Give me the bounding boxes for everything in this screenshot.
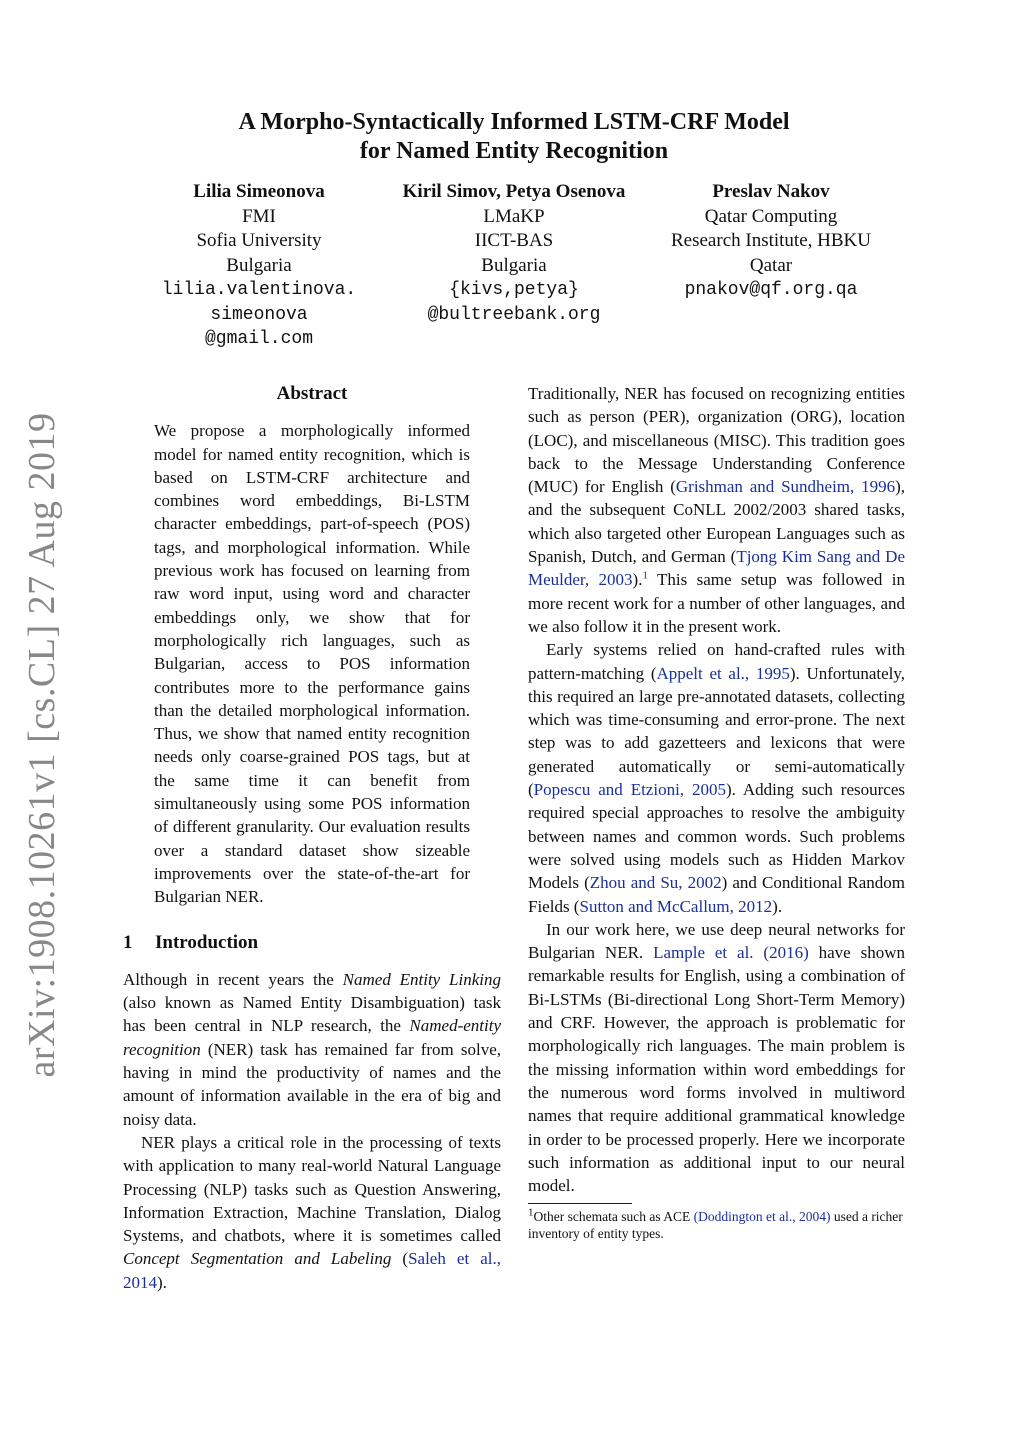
paper-title: [150, 108, 878, 166]
citation-link[interactable]: Lample et al. (2016): [653, 943, 809, 963]
footnote-1: $^1$Other schemata such as ACE (Doddington et al., 2004) used a richer inventory of entity types.: [528, 1206, 903, 1242]
citation-link[interactable]: Appelt et al., 1995: [656, 663, 790, 683]
citation-link[interactable]: Zhou and Su, 2002: [589, 873, 722, 893]
affiliation-line: Bulgaria: [481, 254, 547, 276]
title-line-1: A Morpho-Syntactically Informed LSTM-CRF Model: [238, 109, 790, 135]
footnote-divider: [528, 1203, 632, 1204]
email-line: @gmail.com: [204, 329, 314, 349]
section-number: 1: [123, 931, 133, 953]
section-title: Introduction: [155, 931, 259, 953]
affiliation-line: Sofia University: [196, 230, 322, 251]
left-column: [123, 382, 501, 1294]
abstract-text: We propose a morphologically informed model for named entity recognition, which is based on LSTM-CRF architecture and combines word embeddings, Bi-LSTM character embeddings, part-of-speech (POS) tags, and morphological information. While previous work has focused on learning from raw word input, using word and character embeddings only, we show that for morphologically rich languages, such as Bulgarian, access to POS information contributes more to the performance gains than the detailed morphological information. Thus, we show that named entity recognition needs only coarse-grained POS tags, but at the same time it can benefit from simultaneously using some POS information of different granularity. Our evaluation results over a standard dataset show sizeable improvements over the state-of-the-art for Bulgarian NER.: [154, 421, 470, 907]
affiliation-line: LMaKP: [483, 205, 545, 227]
affiliation-line: IICT-BAS: [474, 230, 554, 251]
citation-link[interactable]: (Doddington et al., 2004): [693, 1209, 831, 1225]
author-name: Lilia Simeonova: [193, 181, 325, 202]
term-named-entity-linking: Named Entity Linking: [342, 969, 501, 989]
term-concept-segmentation: Concept Segmentation and Labeling: [123, 1249, 392, 1269]
email-line: {kivs,petya}: [449, 280, 579, 300]
citation-link[interactable]: Popescu and Etzioni, 2005: [533, 780, 726, 800]
title-line-2: for Named Entity Recognition: [359, 138, 669, 164]
author-name: Preslav Nakov: [712, 181, 830, 202]
footnote-marker[interactable]: 1: [642, 569, 648, 582]
citation-link[interactable]: Tjong Kim Sang and De Meulder, 2003: [528, 547, 906, 590]
intro-paragraph-2: NER plays a critical role in the processing of texts with application to many real-world Natural Language Processing (NLP) tasks such as Question Answering, Information Extraction, Machine Translation, Dialog Systems, and chatbots, where it is sometimes called Concept Segmentation and Labeling (Saleh et al., 2014).: [123, 1132, 501, 1292]
email-line: pnakov@qf.org.qa: [684, 280, 858, 300]
affiliation-line: Bulgaria: [226, 254, 292, 276]
term-ner: Named-entity recognition: [123, 1016, 501, 1059]
citation-link[interactable]: Saleh et al., 2014: [123, 1249, 501, 1292]
author-3: [654, 180, 888, 303]
citation-link[interactable]: Grishman and Sundheim, 1996: [675, 477, 896, 497]
right-column: [528, 382, 905, 1242]
right-paragraph-3: In our work here, we use deep neural networks for Bulgarian NER. Lample et al. (2016) have shown remarkable results for English, using a combination of Bi-LSTMs (Bi-directional Long Short-Term Memory) and CRF. However, the approach is problematic for morphologically rich languages. The main problem is the missing information within word embeddings for the numerous word forms involved in multiword names that require additional grammatical knowledge in order to be processed properly. Here we incorporate such information as additional input to our neural model.: [528, 919, 906, 1196]
right-paragraph-1: Traditionally, NER has focused on recognizing entities such as person (PER), organization (ORG), location (LOC), and miscellaneous (MISC). This tradition goes back to the Message Understanding Conference (MUC) for English (Grishman and Sundheim, 1996), and the subsequent CoNLL 2002/2003 shared tasks, which also targeted other European Languages such as Spanish, Dutch, and German (Tjong Kim Sang and De Meulder, 2003).$^1$ This same setup was followed in more recent work for a number of other languages, and we also follow it in the present work.: [528, 384, 906, 636]
arxiv-id[interactable]: arXiv:1908.10261v1 [cs.CL] 27 Aug 2019: [21, 412, 63, 1078]
author-1: [139, 180, 379, 352]
author-name: Kiril Simov, Petya Osenova: [402, 181, 626, 202]
affiliation-line: Qatar: [749, 254, 793, 276]
citation-link[interactable]: Sutton and McCallum, 2012: [579, 896, 773, 916]
intro-paragraph-1: Although in recent years the Named Entity Linking (also known as Named Entity Disambiguation) task has been central in NLP research, the Named-entity recognition (NER) task has remained far from solve, having in mind the productivity of names and the amount of information available in the era of big and noisy data.: [123, 969, 501, 1129]
affiliation-line: FMI: [242, 205, 276, 227]
author-2: [384, 180, 644, 327]
affiliation-line: Qatar Computing: [704, 205, 838, 227]
right-paragraph-2: Early systems relied on hand-crafted rules with pattern-matching (Appelt et al., 1995). Unfortunately, this required an large pre-annotated datasets, collecting which was time-consuming and error-prone. The next step was to add gazetteers and lexicons that were generated automatically or semi-automatically (Popescu and Etzioni, 2005). Adding such resources required special approaches to resolve the ambiguity between names and common words. Such problems were solved using models such as Hidden Markov Models (Zhou and Su, 2002) and Conditional Random Fields (Sutton and McCallum, 2012).: [528, 640, 906, 916]
footnote-number: 1: [528, 1206, 534, 1219]
email-line: lilia.valentinova.: [161, 280, 357, 300]
affiliation-line: Research Institute, HBKU: [671, 230, 871, 251]
abstract-heading: Abstract: [276, 383, 348, 404]
email-line: simeonova: [210, 304, 308, 325]
email-line: @bultreebank.org: [427, 304, 601, 325]
section-heading-introduction: [123, 931, 501, 954]
